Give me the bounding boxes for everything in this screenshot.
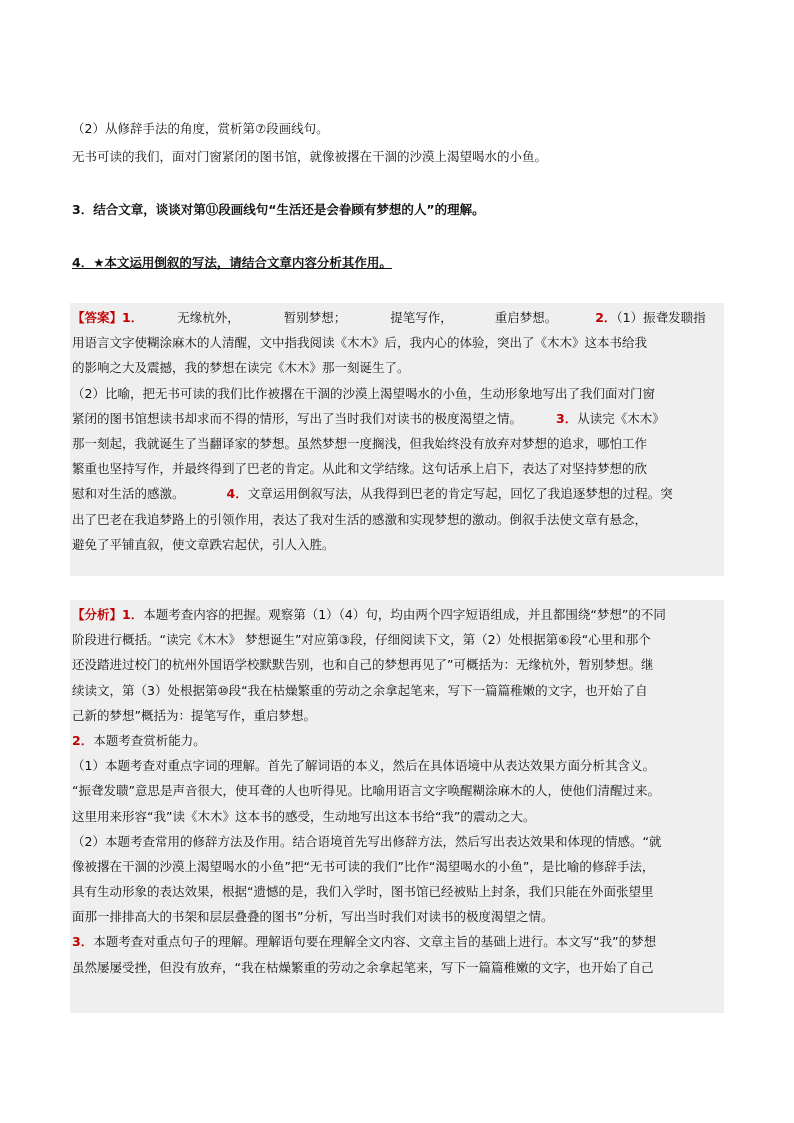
answer-line-6: 那一刻起，我就诞生了当翻译家的梦想。虽然梦想一度搁浅，但我始终没有放弃对梦想的追求，哪怕工作: [72, 435, 648, 451]
analysis-block: [72, 602, 722, 980]
analysis-line-10: （2）本题考查常用的修辞方法及作用。结合语境首先写出修辞方法，然后写出表达效果和体现的情感。“就: [72, 833, 662, 849]
question-2-2-stem: （2）从修辞手法的角度，赏析第⑦段画线句。: [72, 121, 329, 136]
answer-line-10: 避免了平铺直叙，使文章跌宕起伏，引人入胜。: [72, 536, 335, 552]
analysis-line-8: “振聋发聩”意思是声音很大，使耳聋的人也听得见。比喻用语言文字唤醒糊涂麻木的人，使他们清醒过来。: [72, 783, 660, 799]
analysis-line-13: 面那一排排高大的书架和层层叠叠的图书”分析，写出当时我们对读书的极度渴望之情。: [72, 909, 554, 925]
answer-3-number: 3．: [556, 410, 578, 426]
analysis-line-6: [72, 728, 722, 753]
answer-1-item: 提笔写作，: [390, 310, 453, 325]
analysis-tag: 【分析】: [72, 607, 123, 622]
analysis-3-text: 本题考查对重点句子的理解。理解语句要在理解全文内容、文章主旨的基础上进行。本文写“我”的梦想: [93, 934, 657, 950]
analysis-line-15: 虽然屡屡受挫，但没有放弃，“我在枯燥繁重的劳动之余拿起笔来，写下一篇篇稚嫩的文字，也开始了自己: [72, 959, 654, 975]
analysis-line-5: 己新的梦想”概括为：提笔写作，重启梦想。: [72, 707, 316, 723]
answer-line-5: [72, 406, 722, 431]
answer-line-3: 的影响之大及震撼，我的梦想在读完《木木》那一刻诞生了。: [72, 360, 410, 376]
analysis-line-11: 像被撂在干涸的沙漠上渴望喝水的小鱼”把“无书可读的我们”比作“渴望喝水的小鱼”，是比喻的修辞手法，: [72, 858, 655, 874]
analysis-line-9: 这里用来形容“我”读《木木》这本书的感受，生动地写出这本书给“我”的震动之大。: [72, 808, 536, 824]
answer-line-4: （2）比喻，把无书可读的我们比作被撂在干涸的沙漠上渴望喝水的小鱼，生动形象地写出了我们面对门窗: [72, 385, 655, 401]
question-3: 3．结合文章，谈谈对第⑪段画线句“生活还是会眷顾有梦想的人”的理解。: [72, 202, 485, 217]
question-4: 4．★本文运用倒叙的写法，请结合文章内容分析其作用。: [72, 255, 392, 270]
answer-line-8: [72, 481, 722, 506]
analysis-2-number: 2．: [72, 732, 94, 748]
analysis-line-2: 阶段进行概括。“读完《木木》 梦想诞生”对应第③段，仔细阅读下文，第（2）处根据第⑥段“心里和那个: [72, 632, 651, 648]
answer-4-text: 文章运用倒叙写法，从我得到巴老的肯定写起，回忆了我追逐梦想的过程。突: [247, 486, 673, 502]
answer-block: [72, 305, 722, 557]
analysis-1-number: 1．: [122, 607, 144, 622]
answer-1-number: 1．: [122, 310, 144, 325]
analysis-line-7: （1）本题考查对重点字词的理解。首先了解词语的本义，然后在具体语境中从表达效果方面分析其含义。: [72, 758, 655, 774]
answer-line-9: 出了巴老在我追梦路上的引领作用，表达了我对生活的感激和实现梦想的激动。倒叙手法使文章有悬念，: [72, 511, 648, 527]
answer-line-1: [72, 305, 722, 330]
answer-4-number: 4．: [226, 486, 248, 502]
answer-tag: 【答案】: [72, 310, 123, 325]
answer-1-item: 无缘杭外，: [177, 310, 240, 325]
answer-1-item: 暂别梦想；: [283, 310, 347, 325]
analysis-line-12: 具有生动形象的表达效果，根据“遗憾的是，我们入学时，图书馆已经被贴上封条，我们只能在外面张望里: [72, 884, 654, 900]
analysis-1-text: 本题考查内容的把握。观察第（1）（4）句，均由两个四字短语组成，并且都围绕“梦想”的不同: [143, 607, 666, 622]
answer-2-number: 2．: [595, 310, 617, 325]
answer-2-text: 紧闭的图书馆想读书却求而不得的情形，写出了当时我们对读书的极度渴望之情。: [72, 410, 523, 426]
answer-1-item: 重启梦想。: [494, 310, 558, 325]
answer-3-text: 从读完《木木》: [577, 410, 665, 426]
analysis-line-3: 还没踏进过校门的杭州外国语学校默默告别，也和自己的梦想再见了”可概括为：无缘杭外，暂别梦想。继: [72, 657, 654, 673]
answer-line-2: 用语言文字使糊涂麻木的人清醒，文中指我阅读《木木》后，我内心的体验，突出了《木木》这本书给我: [72, 335, 648, 351]
answer-2-text: （1）振聋发聩指: [616, 310, 706, 325]
analysis-line-1: [72, 602, 722, 627]
analysis-3-number: 3．: [72, 934, 94, 950]
analysis-line-4: 续读文，第（3）处根据第⑩段“我在枯燥繁重的劳动之余拿起笔来，写下一篇篇稚嫩的文字，也开始了自: [72, 682, 648, 698]
analysis-2-heading: 本题考查赏析能力。: [93, 732, 206, 748]
question-2-2-sentence: 无书可读的我们，面对门窗紧闭的图书馆，就像被撂在干涸的沙漠上渴望喝水的小鱼。: [72, 149, 548, 164]
answer-3-text: 慰和对生活的感激。: [72, 486, 185, 502]
answer-line-7: 繁重也坚持写作，并最终得到了巴老的肯定。从此和文学结缘。这句话承上启下，表达了对坚持梦想的欣: [72, 461, 648, 477]
analysis-line-14: [72, 929, 722, 954]
